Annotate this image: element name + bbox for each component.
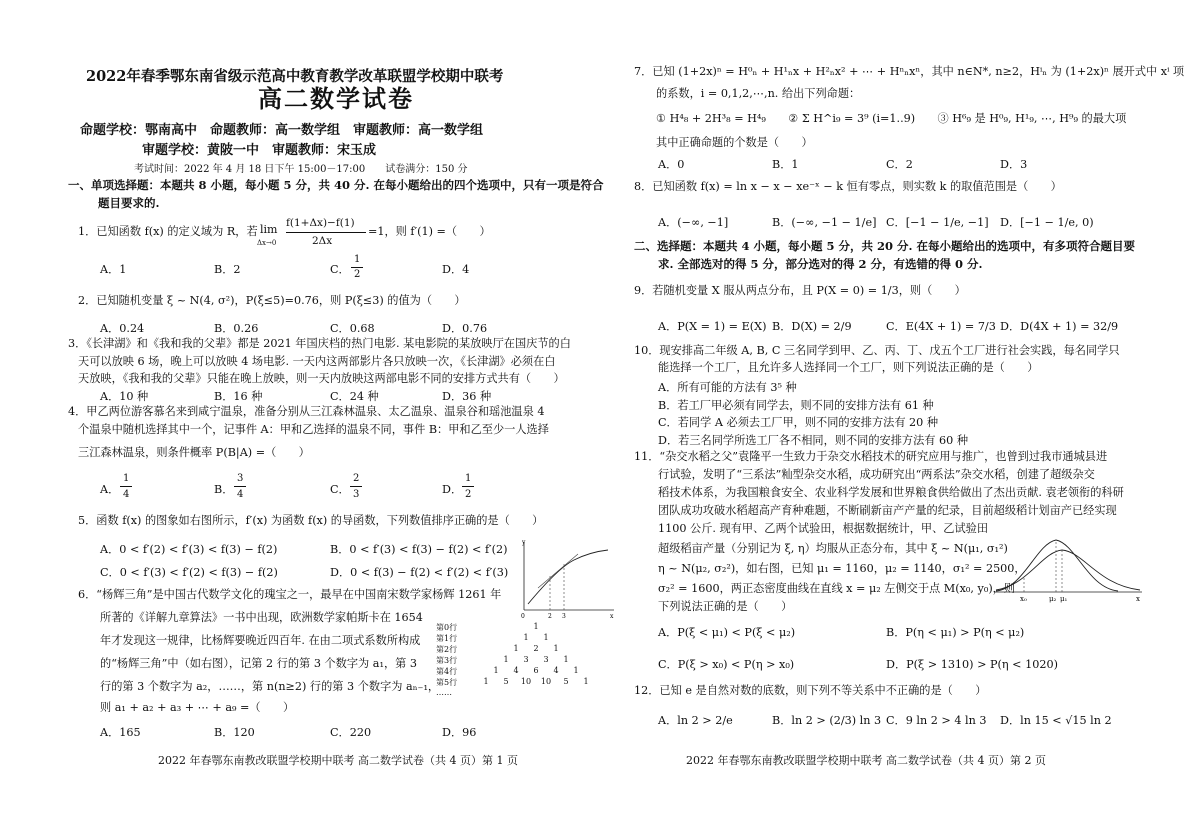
q5-option-a[interactable]: A．0 < f′(2) < f′(3) < f(3) − f(2) (100, 543, 278, 556)
triangle-number: 10 (540, 677, 552, 686)
q7-line-1: 7．已知 (1+2x)ⁿ = H⁰ₙ + H¹ₙx + H²ₙx² + ⋯ + Hⁿₙxⁿ，其中 n∈N*, n≥2，Hⁱₙ 为 (1+2x)ⁿ 展开式中 xⁱ 项 (634, 65, 1185, 78)
triangle-number: 1 (493, 666, 499, 675)
triangle-row-label: 第0行 (436, 623, 458, 632)
q10-line-2: 能选择一个工厂，且允许多人选择同一个工厂，则下列说法正确的是（ ） (658, 361, 1039, 374)
q7-option-b[interactable]: B．1 (772, 158, 799, 171)
triangle-number: 1 (533, 622, 539, 631)
q4-a-num: 1 (123, 473, 130, 484)
q6-line-2: 所著的《详解九章算法》一书中出现，欧洲数学家帕斯卡在 1654 (100, 611, 423, 624)
section-2-heading: 二、选择题：本题共 4 小题，每小题 5 分，共 20 分. 在每小题给出的选项中，有多项符合题目要 (634, 239, 1136, 253)
q1-text-a: 1．已知函数 f(x) 的定义域为 R，若 (78, 225, 258, 238)
q11-label-mu1: μ₁ (1060, 595, 1068, 603)
q9-option-b[interactable]: B．D(X) = 2/9 (772, 320, 852, 333)
q4-line-2: 个温泉中随机选择其中一个，记事件 A：甲和乙选择的温泉不同，事件 B：甲和乙至少一人选择 (78, 423, 549, 436)
q6-line-1: 6．“杨辉三角”是中国古代数学文化的瑰宝之一，最早在中国南宋数学家杨辉 1261 年 (78, 588, 502, 601)
q6-line-6: 则 a₁ + a₂ + a₃ + ⋯ + a₉ =（ ） (100, 701, 295, 714)
q5-tick-0: 0 (521, 613, 525, 620)
q7-option-d[interactable]: D．3 (1000, 158, 1028, 171)
q4-option-a[interactable]: A． (100, 483, 120, 496)
q11-option-a[interactable]: A．P(ξ < μ₁) < P(ξ < μ₂) (658, 626, 796, 639)
q10-option-c[interactable]: C．若同学 A 必须去工厂甲，则不同的安排方法有 20 种 (658, 416, 939, 429)
q4-a-bar (120, 486, 132, 487)
paper-title: 高二数学试卷 (258, 84, 414, 113)
triangle-ellipsis: …… (436, 688, 452, 697)
q11-line-7: η ~ N(μ₂, σ₂²)，如右图，已知 μ₁ = 1160，μ₂ = 1140，σ₁² = 2500， (658, 562, 1026, 575)
q4-option-d[interactable]: D． (442, 483, 463, 496)
q3-line-2: 天可以放映 6 场，晚上可以放映 4 场电影. 一天内这两部影片各只放映一次，《长津湖》必须在白 (78, 355, 556, 368)
triangle-number: 4 (513, 666, 519, 675)
q11-line-2: 行试验，发明了“三系法”籼型杂交水稻，成功研究出“两系法”杂交水稻，创建了超级杂交 (658, 468, 1095, 481)
q1-option-a[interactable]: A．1 (100, 263, 127, 276)
q4-option-c[interactable]: C． (330, 483, 350, 496)
q11-line-5: 1100 公斤. 现有甲、乙两个试验田，根据数据统计，甲、乙试验田 (658, 522, 989, 535)
q7-option-a[interactable]: A．0 (658, 158, 685, 171)
q4-option-b[interactable]: B． (214, 483, 234, 496)
q3-line-1: 3．《长津湖》和《我和我的父辈》都是 2021 年国庆档的热门电影. 某电影院的某放映厅在国庆节的白 (68, 337, 571, 350)
q1-frac-den: 2Δx (312, 235, 333, 247)
triangle-row-label: 第4行 (436, 667, 458, 676)
q6-option-d[interactable]: D．96 (442, 726, 477, 739)
triangle-row-label: 第2行 (436, 645, 458, 654)
left-column (68, 0, 614, 831)
q11-option-d[interactable]: D．P(ξ > 1310) > P(η < 1020) (886, 658, 1058, 671)
q3-option-d[interactable]: D．36 种 (442, 390, 492, 403)
q2-option-b[interactable]: B．0.26 (214, 322, 259, 335)
yanghui-triangle (436, 622, 596, 706)
q3-option-a[interactable]: A．10 种 (100, 390, 149, 403)
q1-option-c-num: 1 (354, 254, 361, 265)
q2-option-d[interactable]: D．0.76 (442, 322, 488, 335)
q10-line-1: 10．现安排高二年级 A, B, C 三名同学到甲、乙、丙、丁、戊五个工厂进行社会实践，每名同学只 (634, 344, 1120, 357)
q12-option-b[interactable]: B．ln 2 > (2/3) ln 3 (772, 714, 882, 727)
q12-option-a[interactable]: A．ln 2 > 2/e (658, 714, 733, 727)
q3-option-b[interactable]: B．16 种 (214, 390, 263, 403)
section-2-heading-cont: 求. 全部选对的得 5 分，部分选对的得 2 分，有选错的得 0 分. (658, 257, 983, 271)
q1-limit-sub: Δx→0 (257, 239, 277, 247)
q6-option-c[interactable]: C．220 (330, 726, 372, 739)
triangle-number: 1 (523, 633, 529, 642)
q7-option-c[interactable]: C．2 (886, 158, 913, 171)
q7-line-2: 的系数，i = 0,1,2,⋯,n. 给出下列命题： (656, 87, 861, 100)
q2-option-c[interactable]: C．0.68 (330, 322, 375, 335)
q6-option-b[interactable]: B．120 (214, 726, 255, 739)
q4-line-1: 4．甲乙两位游客慕名来到咸宁温泉，准备分别从三江森林温泉、太乙温泉、温泉谷和瑶池温泉 4 (68, 405, 545, 418)
triangle-number: 1 (553, 644, 559, 653)
triangle-row-label: 第5行 (436, 678, 458, 687)
q5-y-label: y (522, 539, 526, 546)
q5-option-c[interactable]: C．0 < f′(3) < f′(2) < f(3) − f(2) (100, 566, 278, 579)
q11-line-4: 团队成功攻破水稻超高产育种难题，不断刷新亩产产量的纪录，目前超级稻计划亩产已经实现 (658, 504, 1117, 517)
q11-option-c[interactable]: C．P(ξ > x₀) < P(η > x₀) (658, 658, 795, 671)
footer-page-2: 2022 年春鄂东南教改联盟学校期中联考 高二数学试卷（共 4 页）第 2 页 (686, 754, 1046, 767)
q4-b-bar (234, 486, 246, 487)
q6-line-3: 年才发现这一规律，比杨辉要晚近四百年. 在由二项式系数所构成 (100, 634, 421, 647)
q4-c-den: 3 (353, 489, 360, 500)
authors-line-1: 命题学校：鄂南高中 命题教师：高一数学组 审题教师：高一数学组 (80, 123, 484, 138)
q10-option-a[interactable]: A．所有可能的方法有 3⁵ 种 (658, 381, 797, 394)
triangle-row-label: 第1行 (436, 634, 458, 643)
triangle-number: 1 (483, 677, 489, 686)
q4-line-3: 三江森林温泉，则条件概率 P(B|A) =（ ） (78, 446, 310, 459)
q4-d-den: 2 (465, 489, 472, 500)
q4-d-bar (462, 486, 474, 487)
q11-option-b[interactable]: B．P(η < μ₁) > P(η < μ₂) (886, 626, 1025, 639)
q4-d-num: 1 (465, 473, 472, 484)
q2-option-a[interactable]: A．0.24 (100, 322, 145, 335)
q5-tick-2: 2 (548, 613, 552, 620)
q9-text: 9．若随机变量 X 服从两点分布，且 P(X = 0) = 1/3，则（ ） (634, 284, 966, 297)
q8-option-b[interactable]: B．(−∞, −1 − 1/e] (772, 216, 877, 229)
q11-curve-xi (996, 550, 1140, 590)
q5-option-b[interactable]: B．0 < f′(3) < f(3) − f(2) < f′(2) (330, 543, 508, 556)
q7-line-3: ① H⁴₈ + 2H³₈ = H⁴₉ ② Σ H^i₉ = 3⁹ (i=1..9) ③ H⁶₉ 是 H⁰₉, H¹₉, ⋯, H⁹₉ 的最大项 (656, 112, 1127, 125)
q7-line-4: 其中正确命题的个数是（ ） (656, 136, 813, 149)
q5-option-d[interactable]: D．0 < f(3) − f(2) < f′(2) < f′(3) (330, 566, 509, 579)
q1-limit: lim (260, 223, 278, 236)
q12-text: 12．已知 e 是自然对数的底数，则下列不等关系中不正确的是（ ） (634, 684, 987, 697)
q6-option-a[interactable]: A．165 (100, 726, 141, 739)
q10-option-b[interactable]: B．若工厂甲必须有同学去，则不同的安排方法有 61 种 (658, 399, 934, 412)
q11-label-x0: x₀ (1020, 595, 1027, 603)
q3-line-3: 天放映，《我和我的父辈》只能在晚上放映，则一天内放映这两部电影不同的安排方式共有（ ） (78, 372, 565, 385)
q12-option-c[interactable]: C．9 ln 2 > 4 ln 3 (886, 714, 987, 727)
q1-frac-num: f(1+Δx)−f(1) (286, 217, 355, 229)
q5-tick-3: 3 (562, 613, 566, 620)
q1-option-b[interactable]: B．2 (214, 263, 241, 276)
triangle-number: 3 (543, 655, 549, 664)
q8-text: 8．已知函数 f(x) = ln x − x − xe⁻ˣ − k 恒有零点，则实数 k 的取值范围是（ ） (634, 180, 1062, 193)
triangle-number: 10 (520, 677, 532, 686)
q4-c-num: 2 (353, 473, 360, 484)
q1-option-d[interactable]: D．4 (442, 263, 470, 276)
q6-line-4: 的“杨辉三角”中（如右图），记第 2 行的第 3 个数字为 a₁，第 3 (100, 657, 417, 670)
exam-title: 2022年春季鄂东南省级示范高中教育教学改革联盟学校期中联考 (86, 68, 504, 85)
triangle-number: 6 (533, 666, 539, 675)
triangle-number: 5 (503, 677, 509, 686)
q4-a-den: 4 (123, 489, 130, 500)
q1-frac-bar (286, 232, 366, 233)
triangle-number: 3 (523, 655, 529, 664)
right-column (628, 0, 1185, 831)
q9-option-d[interactable]: D．D(4X + 1) = 32/9 (1000, 320, 1119, 333)
q12-option-d[interactable]: D．ln 15 < √15 ln 2 (1000, 714, 1112, 727)
triangle-number: 5 (563, 677, 569, 686)
q11-label-x: x (1136, 595, 1140, 603)
triangle-number: 1 (513, 644, 519, 653)
q1-option-c-den: 2 (354, 269, 361, 280)
section-1-heading-cont: 题目要求的. (98, 196, 160, 210)
triangle-number: 1 (573, 666, 579, 675)
q5-function-graph (518, 538, 618, 620)
q9-option-c[interactable]: C．E(4X + 1) = 7/3 (886, 320, 996, 333)
triangle-number: 1 (503, 655, 509, 664)
q5-text: 5．函数 f(x) 的图象如右图所示，f′(x) 为函数 f(x) 的导函数，下列数值排序正确的是（ ） (78, 514, 544, 527)
q11-line-9: 下列说法正确的是（ ） (658, 600, 793, 613)
q9-option-a[interactable]: A．P(X = 1) = E(X) (658, 320, 767, 333)
triangle-number: 1 (563, 655, 569, 664)
q1-text-b: =1，则 f′(1) =（ ） (368, 225, 491, 238)
triangle-row-label: 第3行 (436, 656, 458, 665)
section-1-heading: 一、单项选择题：本题共 8 小题，每小题 5 分，共 40 分. 在每小题给出的四个选项中，只有一项是符合 (68, 178, 604, 192)
exam-time-line: 考试时间：2022 年 4 月 18 日下午 15:00－17:00 试卷满分：150 分 (134, 164, 468, 175)
q11-line-8: σ₂² = 1600，两正态密度曲线在直线 x = μ₂ 左侧交于点 M(x₀, y₀)，则 (658, 582, 1016, 595)
triangle-number: 1 (583, 677, 589, 686)
q11-label-mu2: μ₂ (1049, 595, 1057, 603)
q11-normal-curves (994, 530, 1144, 604)
q5-tick-x: x (610, 613, 614, 620)
q4-b-den: 4 (237, 489, 244, 500)
q5-curve (528, 550, 608, 604)
q4-c-bar (350, 486, 362, 487)
q2-text: 2．已知随机变量 ξ ~ N(4, σ²)，P(ξ≤5)=0.76，则 P(ξ≤3) 的值为（ ） (78, 294, 466, 307)
q11-line-1: 11．“杂交水稻之父”袁隆平一生致力于杂交水稻技术的研究应用与推广，也曾到过我市通城县进 (634, 450, 1108, 463)
q6-line-5: 行的第 3 个数字为 a₂，……，第 n(n≥2) 行的第 3 个数字为 aₙ₋₁， (100, 680, 440, 693)
q5-secant (538, 554, 578, 588)
q3-option-c[interactable]: C．24 种 (330, 390, 379, 403)
authors-line-2: 审题学校：黄陂一中 审题教师：宋玉成 (142, 143, 377, 158)
triangle-number: 1 (543, 633, 549, 642)
q11-line-6: 超级稻亩产量（分别记为 ξ, η）均服从正态分布，其中 ξ ~ N(μ₁, σ₁²) (658, 542, 1008, 555)
q4-b-num: 3 (237, 473, 244, 484)
triangle-number: 2 (533, 644, 539, 653)
q8-option-a[interactable]: A．(−∞, −1] (658, 216, 729, 229)
q8-option-d[interactable]: D．[−1 − 1/e, 0) (1000, 216, 1094, 229)
q1-option-c[interactable]: C． (330, 263, 350, 276)
triangle-number: 4 (553, 666, 559, 675)
q8-option-c[interactable]: C．[−1 − 1/e, −1] (886, 216, 989, 229)
q10-option-d[interactable]: D．若三名同学所选工厂各不相同，则不同的安排方法有 60 种 (658, 434, 969, 447)
footer-page-1: 2022 年春鄂东南教改联盟学校期中联考 高二数学试卷（共 4 页）第 1 页 (158, 754, 518, 767)
q11-line-3: 稻技术体系，为我国粮食安全、农业科学发展和世界粮食供给做出了杰出贡献. 袁老领衔的科研 (658, 486, 1124, 499)
